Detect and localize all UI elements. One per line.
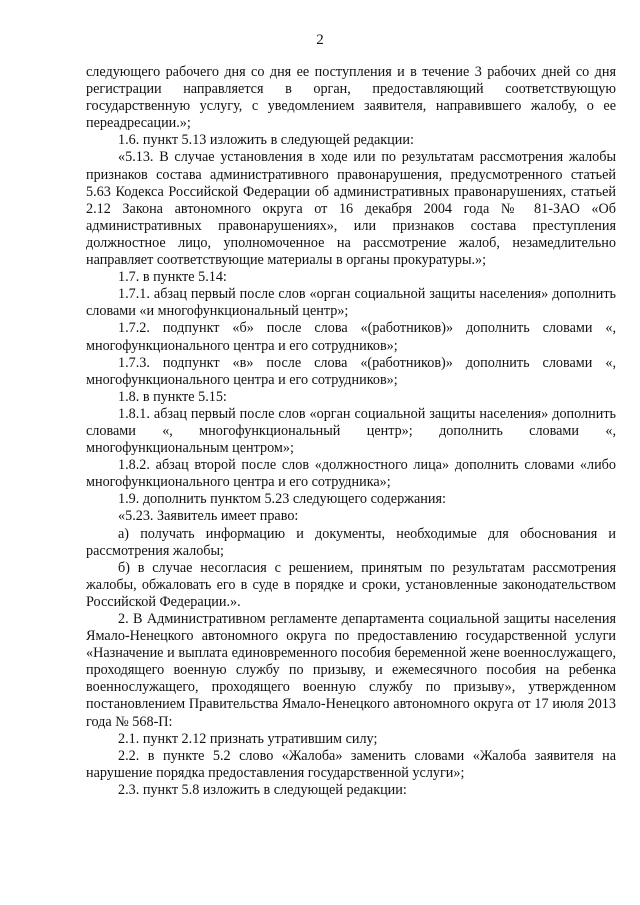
paragraph-2: 2. В Административном регламенте департамента социальной защиты населения Ямало-Ненецкого автономного округа по предоставлению государственной услуги «Назначение и выплата единовременного пособия беременной жене военнослужащего, проходящего военную службу по призыву, и ежемесячного пособия на ребенка военнослужащего, проходящего военную службу по призыву», утвержденном постановлением Правительства Ямало-Ненецкого автономного округа от 17 июля 2013 года № 568-П:	[86, 611, 616, 730]
paragraph-2-2: 2.2. в пункте 5.2 слово «Жалоба» заменить словами «Жалоба заявителя на нарушение порядка предоставления государственной услуги»;	[86, 747, 616, 781]
paragraph-5-23: «5.23. Заявитель имеет право:	[118, 508, 299, 525]
paragraph-1-8-2: 1.8.2. абзац второй после слов «должностного лица» дополнить словами «либо многофункционального центра и его сотрудника»;	[86, 457, 616, 491]
document-body	[86, 64, 616, 799]
paragraph-continuation: следующего рабочего дня со дня ее поступления и в течение 3 рабочих дней со дня регистрации направляется в орган, предоставляющий соответствующую государственную услугу, с уведомлением заявителя, направившего жалобу, о ее переадресации.»;	[86, 64, 616, 132]
paragraph-5-23-b: б) в случае несогласия с решением, принятым по результатам рассмотрения жалобы, обжаловать его в суде в порядке и сроки, установленные законодательством Российской Федерации.».	[86, 559, 616, 610]
paragraph-5-13: «5.13. В случае установления в ходе или по результатам рассмотрения жалобы признаков состава административного правонарушения, предусмотренного статьей 5.63 Кодекса Российской Федерации об административных правонарушениях, статьей 2.12 Закона автономного округа от 16 декабря 2004 года № 81-ЗАО «Об административных правонарушениях», или признаков состава преступления должностное лицо, уполномоченное на рассмотрение жалоб, незамедлительно направляет соответствующие материалы в органы прокуратуры.»;	[86, 149, 616, 269]
paragraph-1-9: 1.9. дополнить пунктом 5.23 следующего содержания:	[118, 491, 446, 508]
paragraph-1-6: 1.6. пункт 5.13 изложить в следующей редакции:	[118, 132, 414, 149]
paragraph-1-8: 1.8. в пункте 5.15:	[118, 388, 227, 405]
paragraph-1-7-2: 1.7.2. подпункт «б» после слова «(работников)» дополнить словами «, многофункционального центра и его сотрудников»;	[86, 320, 616, 354]
paragraph-1-7-3: 1.7.3. подпункт «в» после слова «(работников)» дополнить словами «, многофункционального центра и его сотрудников»;	[86, 354, 616, 388]
page-number: 2	[316, 32, 324, 48]
paragraph-2-1: 2.1. пункт 2.12 признать утратившим силу;	[118, 730, 378, 747]
paragraph-1-8-1: 1.8.1. абзац первый после слов «орган социальной защиты населения» дополнить словами «, многофункциональный центр»; дополнить словами «, многофункциональным центром»;	[86, 405, 616, 457]
paragraph-2-3: 2.3. пункт 5.8 изложить в следующей редакции:	[118, 781, 407, 798]
paragraph-5-23-a: а) получать информацию и документы, необходимые для обоснования и рассмотрения жалобы;	[86, 525, 616, 559]
paragraph-1-7: 1.7. в пункте 5.14:	[118, 269, 227, 286]
paragraph-1-7-1: 1.7.1. абзац первый после слов «орган социальной защиты населения» дополнить словами «и многофункциональный центр»;	[86, 286, 616, 320]
